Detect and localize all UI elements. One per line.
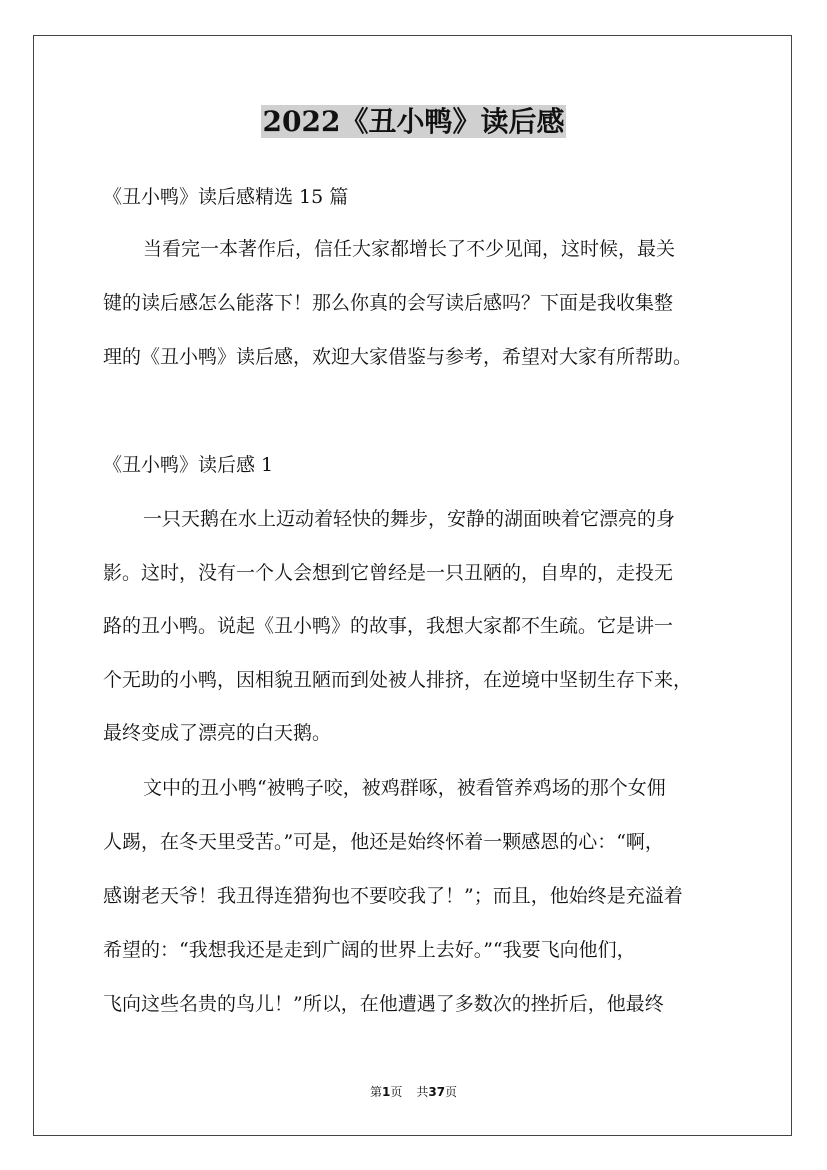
para2-line-4: 希望的：“我想我还是走到广阔的世界上去好。”“我要飞向他们， — [103, 939, 636, 961]
para1-line-5: 最终变成了漂亮的白天鹅。 — [103, 722, 332, 744]
footer-total-prefix: 共 — [416, 1085, 429, 1099]
document-subtitle: 《丑小鸭》读后感精选 15 篇 — [103, 186, 349, 208]
footer-page-suffix: 页 — [390, 1085, 403, 1099]
footer-total-suffix: 页 — [445, 1085, 458, 1099]
document-title-text: 2022《丑小鸭》读后感 — [262, 105, 565, 138]
page-footer — [0, 1084, 827, 1100]
para1-line-4: 个无助的小鸭，因相貌丑陋而到处被人排挤，在逆境中坚韧生存下来， — [103, 669, 693, 691]
document-title — [0, 100, 827, 144]
para2-line-3: 感谢老天爷！我丑得连猎狗也不要咬我了！”；而且，他始终是充溢着 — [103, 885, 683, 907]
para2-line-2: 人踢，在冬天里受苦。”可是，他还是始终怀着一颗感恩的心：“啊， — [103, 831, 664, 853]
footer-page-number: 1 — [381, 1085, 391, 1099]
intro-line-1: 当看完一本著作后，信任大家都增长了不少见闻，这时候，最关 — [143, 238, 676, 260]
intro-line-3: 理的《丑小鸭》读后感，欢迎大家借鉴与参考，希望对大家有所帮助。 — [103, 346, 693, 368]
footer-page-prefix: 第 — [369, 1085, 382, 1099]
para1-line-2: 影。这时，没有一个人会想到它曾经是一只丑陋的，自卑的，走投无 — [103, 562, 674, 584]
para2-line-5: 飞向这些名贵的鸟儿！”所以，在他遭遇了多数次的挫折后，他最终 — [103, 993, 664, 1015]
section-heading: 《丑小鸭》读后感 1 — [103, 454, 274, 476]
para1-line-1: 一只天鹅在水上迈动着轻快的舞步，安静的湖面映着它漂亮的身 — [143, 508, 676, 530]
intro-line-2: 键的读后感怎么能落下！那么你真的会写读后感吗？下面是我收集整 — [103, 292, 674, 314]
para1-line-3: 路的丑小鸭。说起《丑小鸭》的故事，我想大家都不生疏。它是讲一 — [103, 615, 674, 637]
para2-line-1: 文中的丑小鸭“被鸭子咬，被鸡群啄，被看管养鸡场的那个女佣 — [143, 777, 666, 799]
footer-total-pages: 37 — [428, 1085, 446, 1099]
